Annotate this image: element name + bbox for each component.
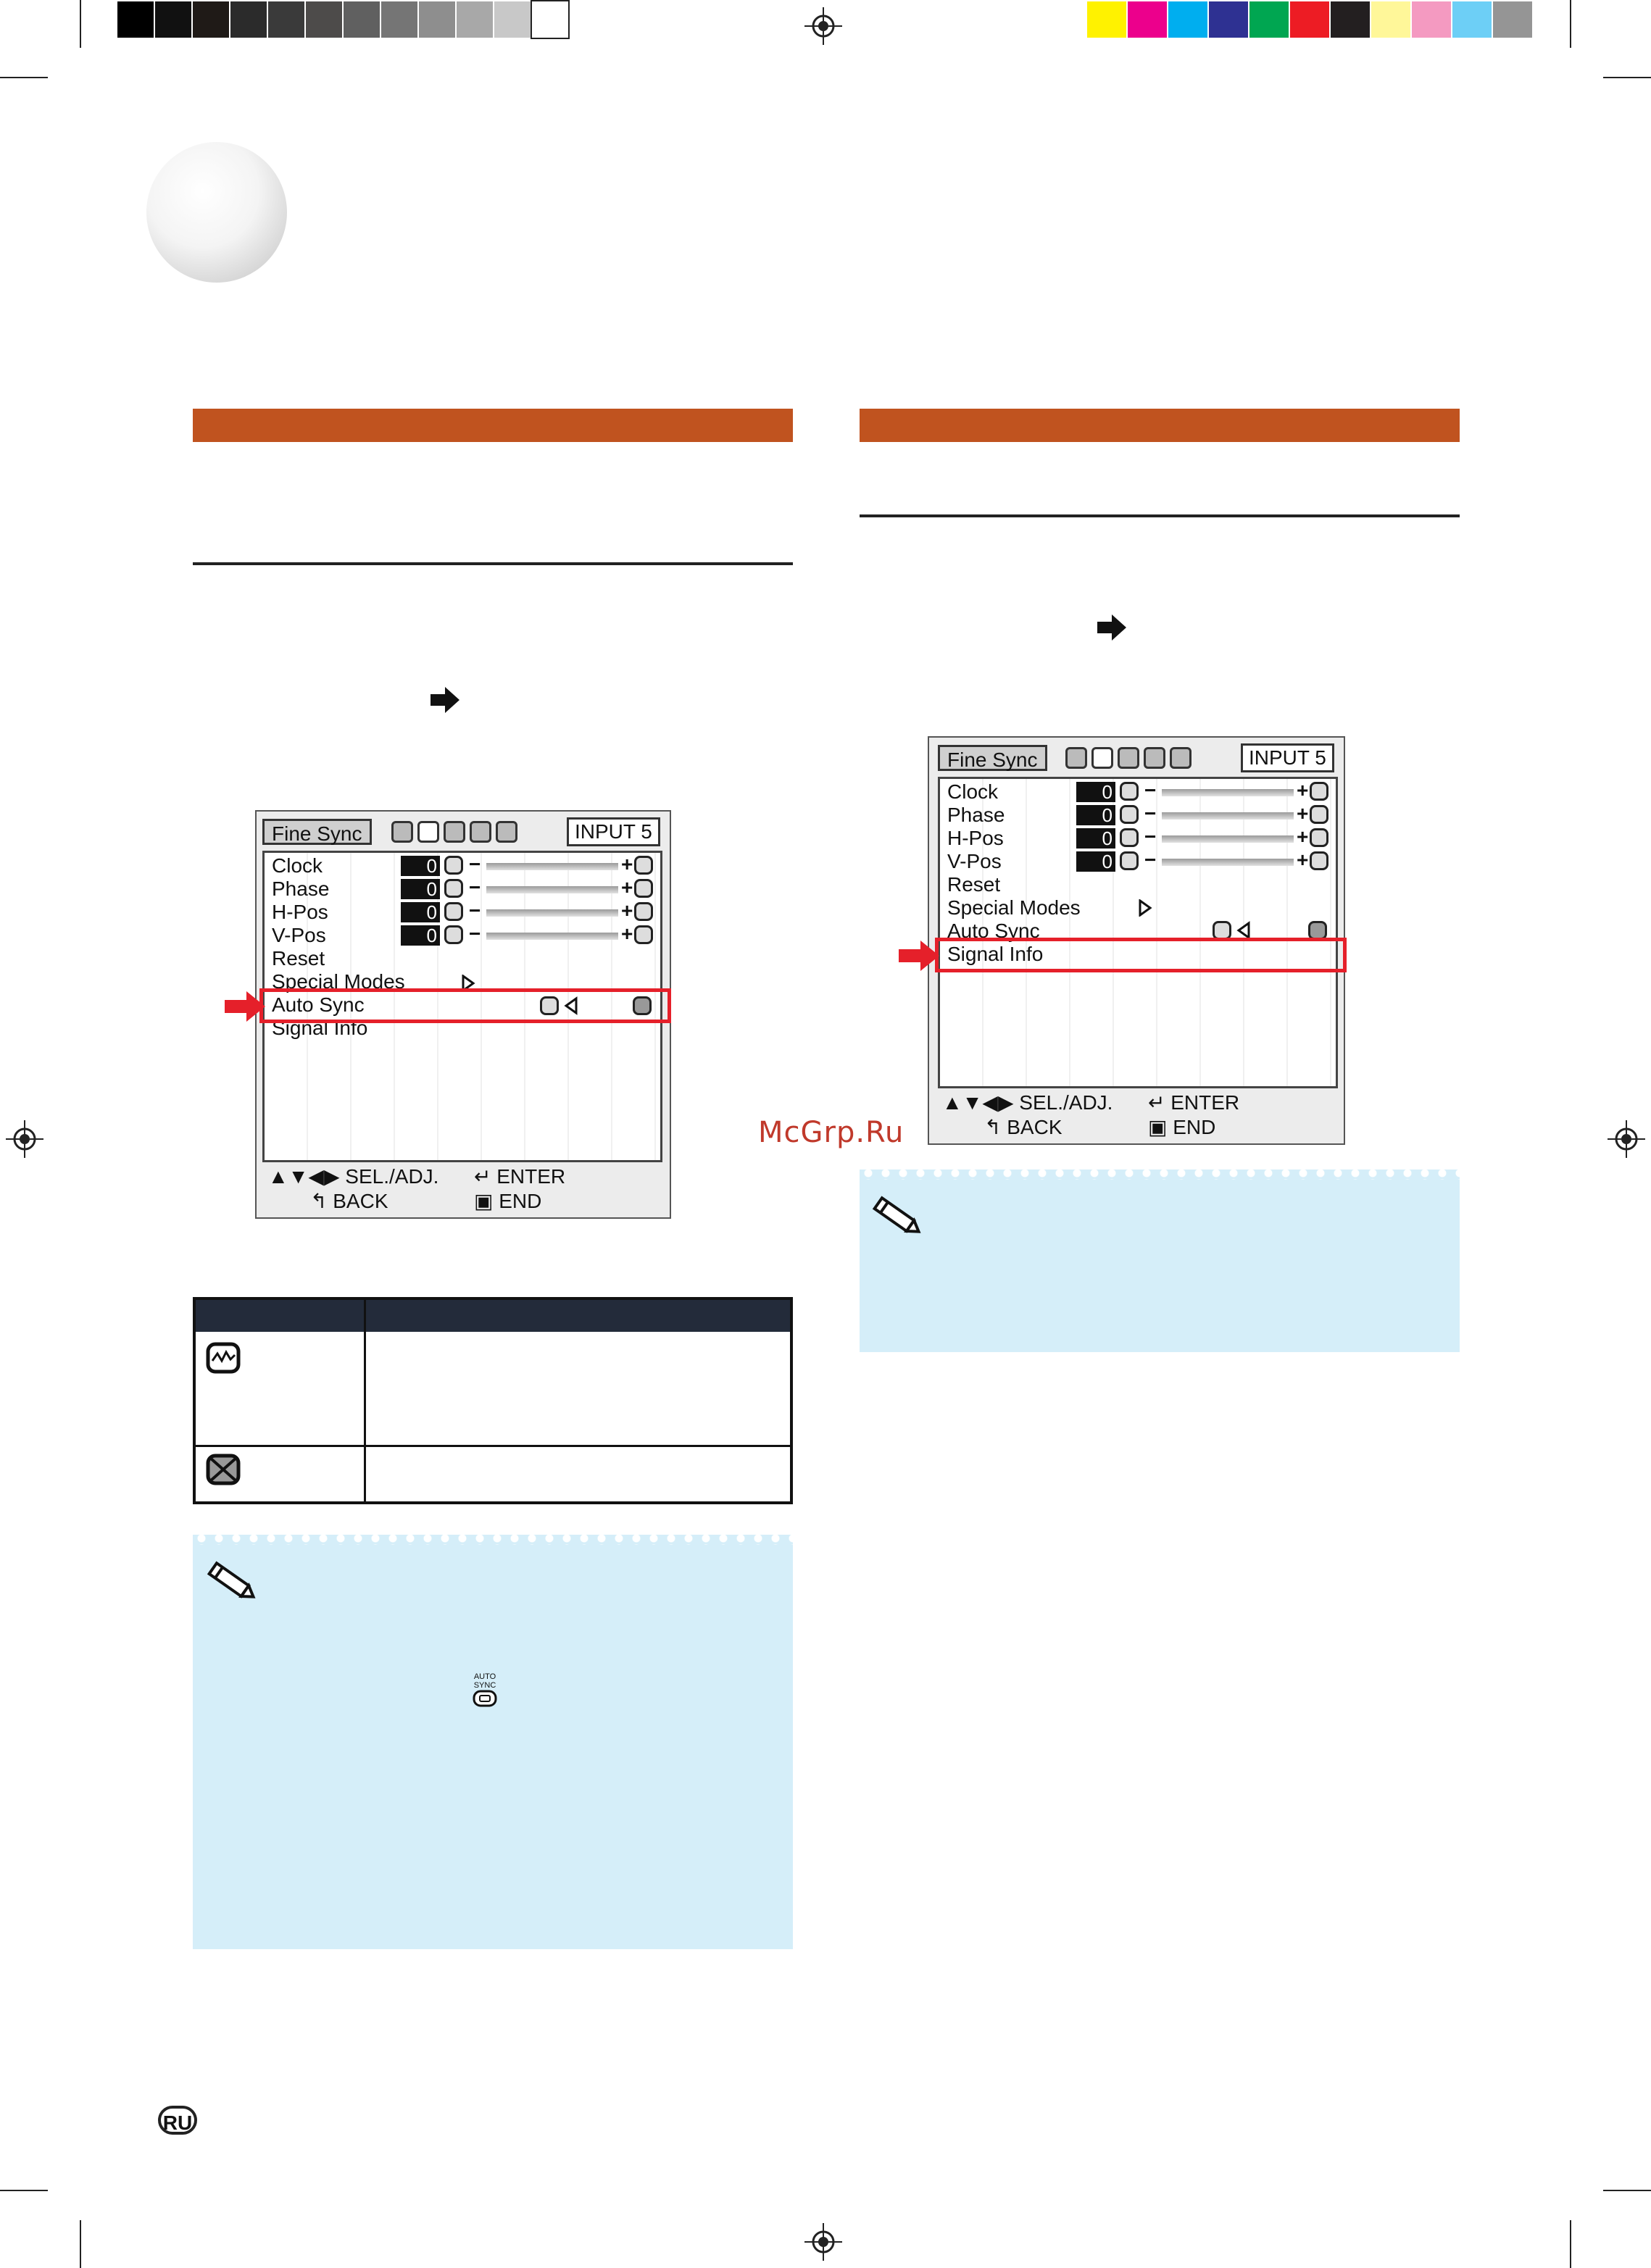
back-label: BACK — [1007, 1116, 1062, 1138]
crop-mark — [80, 0, 81, 48]
section-header-bar-left — [193, 409, 793, 442]
menu-item-v-pos[interactable]: V-Pos — [947, 850, 1002, 872]
crop-mark — [0, 77, 48, 78]
enter-label: ENTER — [496, 1165, 566, 1188]
language-badge: RU — [158, 2106, 197, 2135]
menu-item-h-pos[interactable]: H-Pos — [272, 901, 328, 923]
footer-back: ↰ BACK — [310, 1190, 388, 1212]
crop-mark — [0, 2190, 48, 2191]
menu-item-h-pos[interactable]: H-Pos — [947, 827, 1004, 849]
arrow-right-icon — [431, 687, 459, 713]
note-dots — [193, 1535, 793, 1545]
minus-icon: − — [1144, 779, 1157, 801]
enter-label: ENTER — [1170, 1091, 1240, 1114]
sel-adj-label: SEL./ADJ. — [345, 1165, 439, 1188]
minus-icon: − — [1144, 849, 1157, 871]
plus-icon: + — [621, 899, 633, 922]
color-swatch — [1290, 1, 1329, 38]
menu-item-clock[interactable]: Clock — [947, 780, 999, 803]
menu-panel — [938, 777, 1338, 1088]
adjust-slider[interactable] — [486, 863, 618, 870]
gray-swatch — [381, 1, 417, 38]
note-dots — [860, 1170, 1460, 1180]
h-pos-icon — [1120, 828, 1139, 847]
menu-item-reset[interactable]: Reset — [947, 873, 1001, 896]
red-pointer-arrow-icon — [899, 941, 939, 971]
section-rule-left — [193, 562, 793, 565]
end-label: END — [499, 1190, 542, 1212]
menu-item-special-modes[interactable]: Special Modes — [272, 970, 405, 993]
adjust-slider[interactable] — [486, 933, 618, 940]
adjust-slider[interactable] — [1162, 835, 1294, 843]
tab-fine-sync[interactable]: Fine Sync — [938, 745, 1047, 771]
tab-fine-sync[interactable]: Fine Sync — [262, 819, 372, 845]
display-tab-icon[interactable] — [1170, 747, 1192, 769]
color-swatch — [1209, 1, 1248, 38]
crop-mark — [80, 2220, 81, 2268]
color-swatch — [1128, 1, 1167, 38]
color-swatch — [1249, 1, 1289, 38]
value-box: 0 — [1076, 782, 1115, 802]
value-box: 0 — [1076, 851, 1115, 872]
plus-icon: + — [1297, 849, 1309, 871]
minus-icon: − — [1144, 802, 1157, 825]
crop-mark — [1603, 2190, 1651, 2191]
watermark: McGrp.Ru — [758, 1116, 904, 1149]
value-box: 0 — [401, 879, 440, 899]
auto-sync-on-icon — [206, 1342, 241, 1374]
auto-sync-button-label: AUTO SYNC — [473, 1672, 496, 1690]
adjust-slider[interactable] — [1162, 812, 1294, 820]
menu-item-phase[interactable]: Phase — [272, 877, 330, 900]
gray-swatch — [344, 1, 380, 38]
h-pos-icon — [444, 902, 463, 921]
phase-icon — [1310, 805, 1328, 824]
footer-end: ▣ END — [474, 1190, 542, 1212]
clock-icon — [634, 856, 653, 875]
crop-mark — [1570, 0, 1571, 48]
menu-item-phase[interactable]: Phase — [947, 804, 1005, 826]
value-box: 0 — [1076, 828, 1115, 849]
v-pos-icon — [1310, 851, 1328, 870]
footer-enter: ↵ ENTER — [474, 1165, 566, 1188]
registration-mark-icon — [804, 2223, 842, 2261]
input-indicator: INPUT 5 — [567, 817, 660, 846]
picture-tab-icon[interactable] — [391, 821, 413, 843]
footer-sel-adj: ▲▼◀▶ SEL./ADJ. — [942, 1091, 1113, 1114]
section-rule-right — [860, 514, 1460, 517]
color-swatch — [1168, 1, 1207, 38]
plus-icon: + — [1297, 802, 1309, 825]
menu-item-auto-sync[interactable]: Auto Sync — [947, 920, 1040, 942]
gray-swatch — [306, 1, 342, 38]
value-box: 0 — [401, 902, 440, 922]
phase-icon — [444, 879, 463, 898]
adjust-slider[interactable] — [1162, 789, 1294, 796]
h-pos-icon — [1310, 828, 1328, 847]
gray-swatch — [419, 1, 455, 38]
adjust-slider[interactable] — [486, 886, 618, 893]
pencil-icon — [203, 1556, 261, 1607]
gray-swatch — [230, 1, 267, 38]
plus-icon: + — [621, 922, 633, 945]
color-swatch — [1371, 1, 1410, 38]
minus-icon: − — [1144, 825, 1157, 848]
options-tab-icon[interactable] — [444, 821, 465, 843]
gray-swatch — [268, 1, 304, 38]
plus-icon: + — [621, 853, 633, 875]
plus-icon: + — [1297, 779, 1309, 801]
gray-swatch — [532, 1, 568, 38]
highlight-frame-signal-info — [935, 938, 1347, 972]
plus-icon: + — [621, 876, 633, 899]
chapter-circle — [146, 142, 287, 283]
submenu-arrow-icon — [1137, 899, 1153, 917]
minus-icon: − — [469, 922, 481, 945]
color-swatch — [1452, 1, 1492, 38]
end-label: END — [1173, 1116, 1216, 1138]
value-box: 0 — [401, 856, 440, 876]
note-box-right — [860, 1170, 1460, 1352]
footer-enter: ↵ ENTER — [1148, 1091, 1240, 1114]
registration-mark-icon — [804, 7, 842, 45]
crop-mark — [1570, 2220, 1571, 2268]
table-header — [196, 1300, 790, 1332]
sel-adj-label: SEL./ADJ. — [1019, 1091, 1113, 1114]
language-tab-icon[interactable] — [470, 821, 491, 843]
footer-end: ▣ END — [1148, 1116, 1216, 1138]
menu-item-reset[interactable]: Reset — [272, 947, 325, 970]
picture-tab-icon[interactable] — [1065, 747, 1087, 769]
menu-item-auto-sync[interactable]: Auto Sync — [272, 993, 365, 1016]
menu-item-special-modes[interactable]: Special Modes — [947, 896, 1081, 919]
gray-swatch — [155, 1, 191, 38]
fine-sync-tab-icon[interactable] — [1091, 747, 1113, 769]
adjust-slider[interactable] — [486, 909, 618, 917]
table-divider — [364, 1300, 366, 1501]
color-swatch — [1412, 1, 1451, 38]
value-box: 0 — [401, 925, 440, 946]
color-swatch — [1087, 1, 1126, 38]
v-pos-icon — [1120, 851, 1139, 870]
value-box: 0 — [1076, 805, 1115, 825]
auto-sync-icon-table — [193, 1297, 793, 1504]
options-tab-icon[interactable] — [1118, 747, 1139, 769]
minus-icon: − — [469, 899, 481, 922]
menu-tab-icons — [1065, 747, 1192, 769]
gray-swatch — [193, 1, 229, 38]
v-pos-icon — [634, 925, 653, 944]
pencil-icon — [868, 1191, 926, 1242]
red-pointer-arrow-icon — [225, 991, 265, 1022]
minus-icon: − — [469, 853, 481, 875]
phase-icon — [1120, 805, 1139, 824]
clock-icon — [1310, 782, 1328, 801]
menu-item-signal-info[interactable]: Signal Info — [947, 943, 1044, 965]
display-tab-icon[interactable] — [496, 821, 517, 843]
gray-swatch — [457, 1, 493, 38]
clock-icon — [444, 856, 463, 875]
menu-tab-icons — [391, 821, 517, 843]
highlight-frame-auto-sync — [259, 988, 671, 1023]
table-divider — [196, 1445, 790, 1447]
footer-sel-adj: ▲▼◀▶ SEL./ADJ. — [268, 1165, 439, 1188]
back-label: BACK — [333, 1190, 388, 1212]
gray-swatch — [117, 1, 154, 38]
footer-back: ↰ BACK — [984, 1116, 1062, 1138]
fine-sync-tab-icon[interactable] — [417, 821, 439, 843]
adjust-slider[interactable] — [1162, 859, 1294, 866]
menu-item-signal-info[interactable]: Signal Info — [272, 1017, 368, 1039]
language-tab-icon[interactable] — [1144, 747, 1165, 769]
arrow-right-icon — [1097, 614, 1126, 641]
phase-icon — [634, 879, 653, 898]
plus-icon: + — [1297, 825, 1309, 848]
gray-swatch — [494, 1, 531, 38]
registration-mark-icon — [1608, 1120, 1645, 1158]
menu-item-clock[interactable]: Clock — [272, 854, 323, 877]
note-box-left — [193, 1535, 793, 1949]
h-pos-icon — [634, 902, 653, 921]
color-swatch — [1493, 1, 1532, 38]
auto-sync-button — [464, 1672, 506, 1704]
menu-item-v-pos[interactable]: V-Pos — [272, 924, 326, 946]
input-indicator: INPUT 5 — [1241, 743, 1334, 772]
crop-mark — [1603, 77, 1651, 78]
v-pos-icon — [444, 925, 463, 944]
minus-icon: − — [469, 876, 481, 899]
auto-sync-button-icon — [473, 1690, 497, 1707]
color-swatch — [1331, 1, 1370, 38]
registration-mark-icon — [6, 1120, 43, 1158]
section-header-bar-right — [860, 409, 1460, 442]
auto-sync-off-icon — [206, 1454, 241, 1485]
clock-icon — [1120, 782, 1139, 801]
